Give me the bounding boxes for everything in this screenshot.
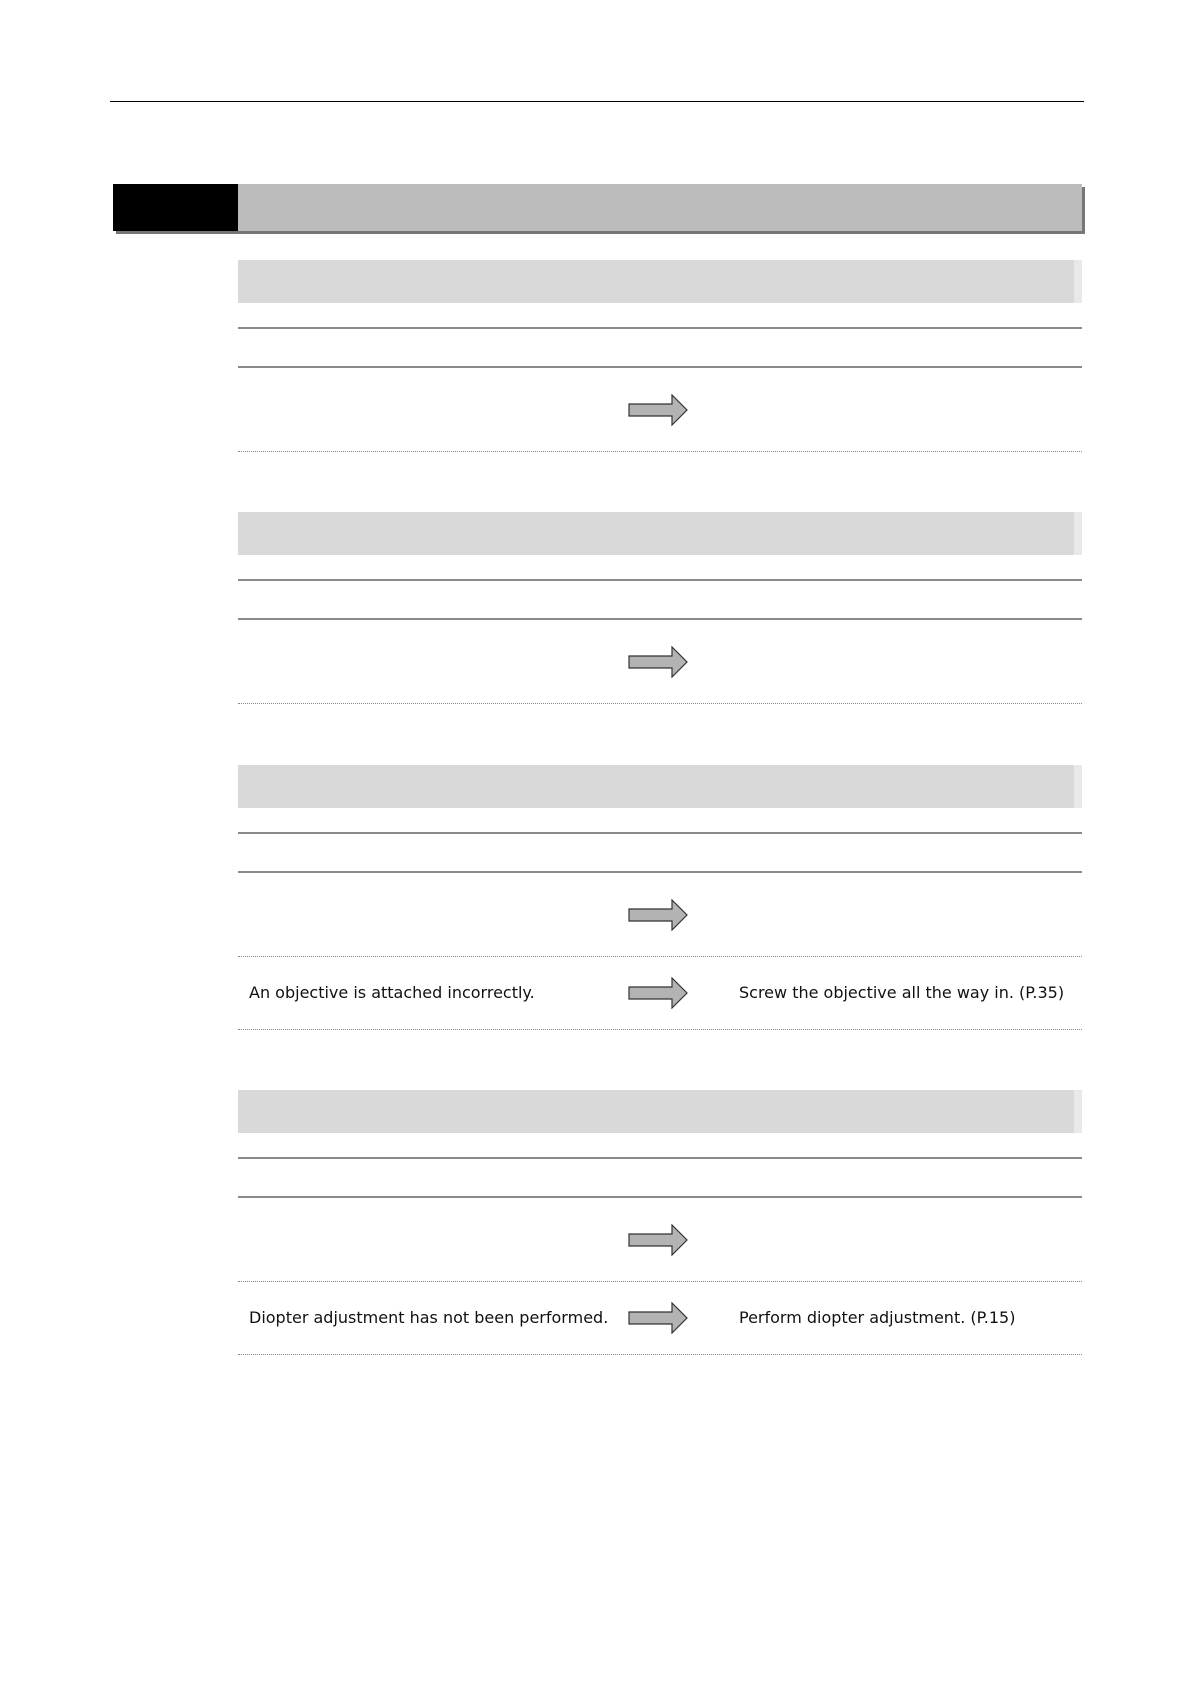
section-header (238, 260, 1082, 303)
remedy-text: Perform diopter adjustment. (P.15) (739, 1308, 1016, 1327)
right-arrow-icon (628, 646, 688, 678)
right-arrow-icon (628, 1302, 688, 1334)
header-rule (110, 101, 1084, 102)
table-row (238, 620, 1082, 704)
troubleshooting-section-4 (238, 1090, 1082, 1355)
table-row (238, 957, 1082, 1030)
table-row (238, 873, 1082, 957)
table-row (238, 1282, 1082, 1355)
section-header (238, 512, 1082, 555)
right-arrow-icon (628, 977, 688, 1009)
right-arrow-icon (628, 394, 688, 426)
remedy-text: Screw the objective all the way in. (P.35) (739, 983, 1065, 1002)
chapter-title-bar (113, 184, 1082, 231)
table-row (238, 1198, 1082, 1282)
cause-text: Diopter adjustment has not been performed. (249, 1308, 609, 1327)
right-arrow-icon (628, 1224, 688, 1256)
troubleshooting-section-3 (238, 765, 1082, 1030)
table-row (238, 368, 1082, 452)
section-header (238, 765, 1082, 808)
troubleshooting-section-1 (238, 260, 1082, 452)
right-arrow-icon (628, 899, 688, 931)
section-header (238, 1090, 1082, 1133)
chapter-number-tab (113, 184, 238, 231)
troubleshooting-section-2 (238, 512, 1082, 704)
cause-text: An objective is attached incorrectly. (249, 983, 535, 1002)
